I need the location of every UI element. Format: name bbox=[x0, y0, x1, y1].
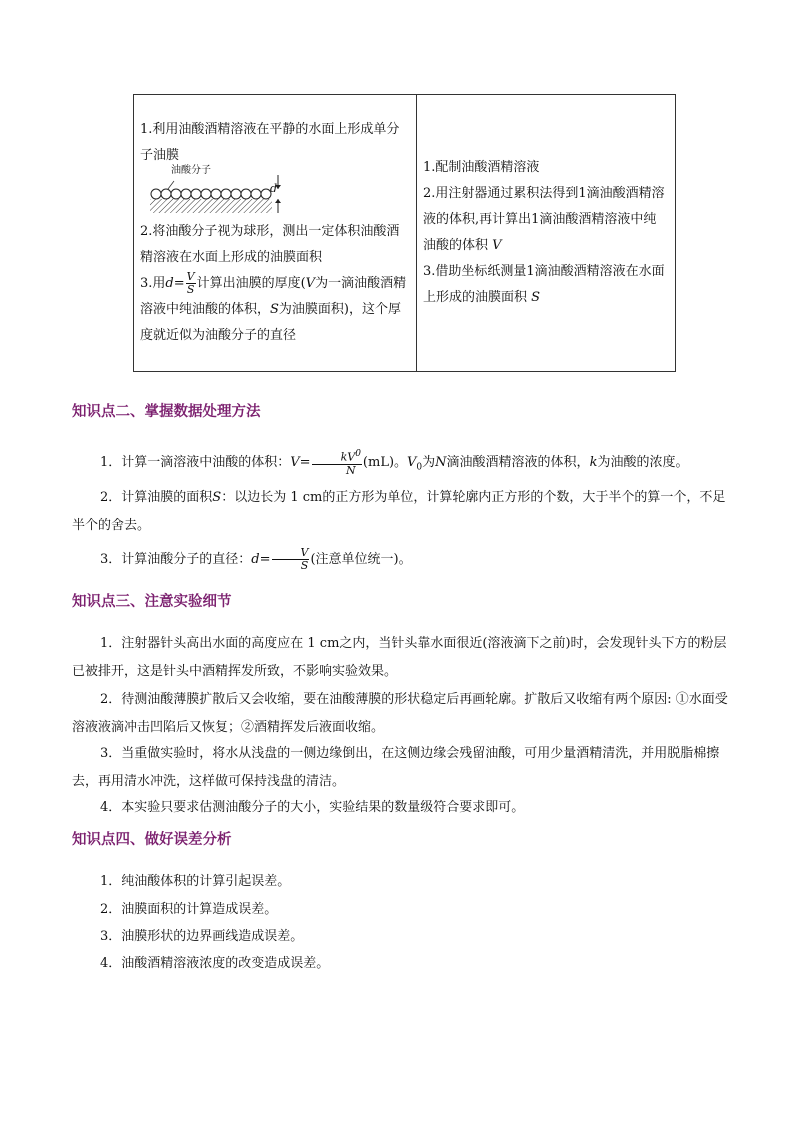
sec2-item-3: 3．计算油酸分子的直径：d= $\frac{V}{S}$ (注意单位统一)。 bbox=[100, 546, 412, 572]
principle-item-2: 2.将油酸分子视为球形，测出一定体积油酸酒精溶液在水面上形成的油膜面积 bbox=[140, 224, 400, 265]
sec4-item-1: 1．纯油酸体积的计算引起误差。 bbox=[100, 874, 291, 889]
sec4-item-3: 3．油膜形状的边界画线造成误差。 bbox=[100, 929, 304, 944]
sec3-item-1: 1．注射器针头高出水面的高度应在 1 cm之内，当针头靠水面很近(溶液滴下之前)时，会发现针头下方的粉层已被排开，这是针头中酒精挥发所致，不影响实验效果。 bbox=[72, 636, 727, 679]
principle-cell bbox=[134, 95, 417, 372]
section-heading-3: 知识点三、注意实验细节 bbox=[72, 594, 232, 610]
sec3-item-4: 4．本实验只要求估测油酸分子的大小，实验结果的数量级符合要求即可。 bbox=[100, 800, 525, 815]
principle-item-3: 3.用d= $\frac{V}{S}$ 计算出油膜的厚度(V为一滴油酸酒精溶液中纯油酸的体积，S为油膜面积)，这个厚度就近似为油酸分子的直径 bbox=[140, 270, 407, 343]
molecule-layer-figure bbox=[146, 169, 286, 217]
method-item-1: 1.配制油酸酒精溶液 bbox=[423, 160, 540, 175]
principle-item-1: 1.利用油酸酒精溶液在平静的水面上形成单分子油膜 bbox=[140, 122, 400, 163]
volume-fraction: $\frac{kV^0}{N}$ bbox=[312, 448, 362, 477]
method-item-2: 2.用注射器通过累积法得到1滴油酸酒精溶液的体积,再计算出1滴油酸酒精溶液中纯油酸的体积 V bbox=[423, 186, 665, 253]
formula-fraction: $\frac{V}{S}$ bbox=[186, 270, 195, 296]
sec4-item-2: 2．油膜面积的计算造成误差。 bbox=[100, 902, 278, 917]
sec2-item-2: 2．计算油膜的面积S：以边长为 1 cm的正方形为单位，计算轮廓内正方形的个数，大于半个的算一个，不足半个的舍去。 bbox=[72, 490, 726, 533]
sec3-item-2: 2．待测油酸薄膜扩散后又会收缩，要在油酸薄膜的形状稳定后再画轮廓。扩散后又收缩有两个原因: ①水面受溶液液滴冲击凹陷后又恢复；②酒精挥发后液面收缩。 bbox=[72, 692, 728, 735]
diagram-label: 油酸分子 bbox=[171, 165, 211, 176]
sec3-item-3: 3．当重做实验时，将水从浅盘的一侧边缘倒出，在这侧边缘会残留油酸，可用少量酒精清洗，并用脱脂棉擦去，再用清水冲洗，这样做可保持浅盘的清洁。 bbox=[72, 746, 720, 789]
method-cell bbox=[417, 95, 676, 372]
oil-film-diagram bbox=[146, 165, 286, 217]
method-item-3: 3.借助坐标纸测量1滴油酸酒精溶液在水面上形成的油膜面积 S bbox=[423, 264, 665, 305]
experiment-table bbox=[133, 94, 676, 372]
diagram-d-label: d bbox=[270, 182, 278, 195]
diameter-fraction: $\frac{V}{S}$ bbox=[272, 547, 310, 572]
sec2-item-1: 1．计算一滴溶液中油酸的体积：V= $\frac{kV^0}{N}$ (mL)。$V_0$为N滴油酸酒精溶液的体积，k为油酸的浓度。 bbox=[100, 449, 689, 477]
section-heading-2: 知识点二、掌握数据处理方法 bbox=[72, 404, 261, 420]
sec4-item-4: 4．油酸酒精溶液浓度的改变造成误差。 bbox=[100, 956, 330, 971]
section-heading-4: 知识点四、做好误差分析 bbox=[72, 832, 232, 848]
